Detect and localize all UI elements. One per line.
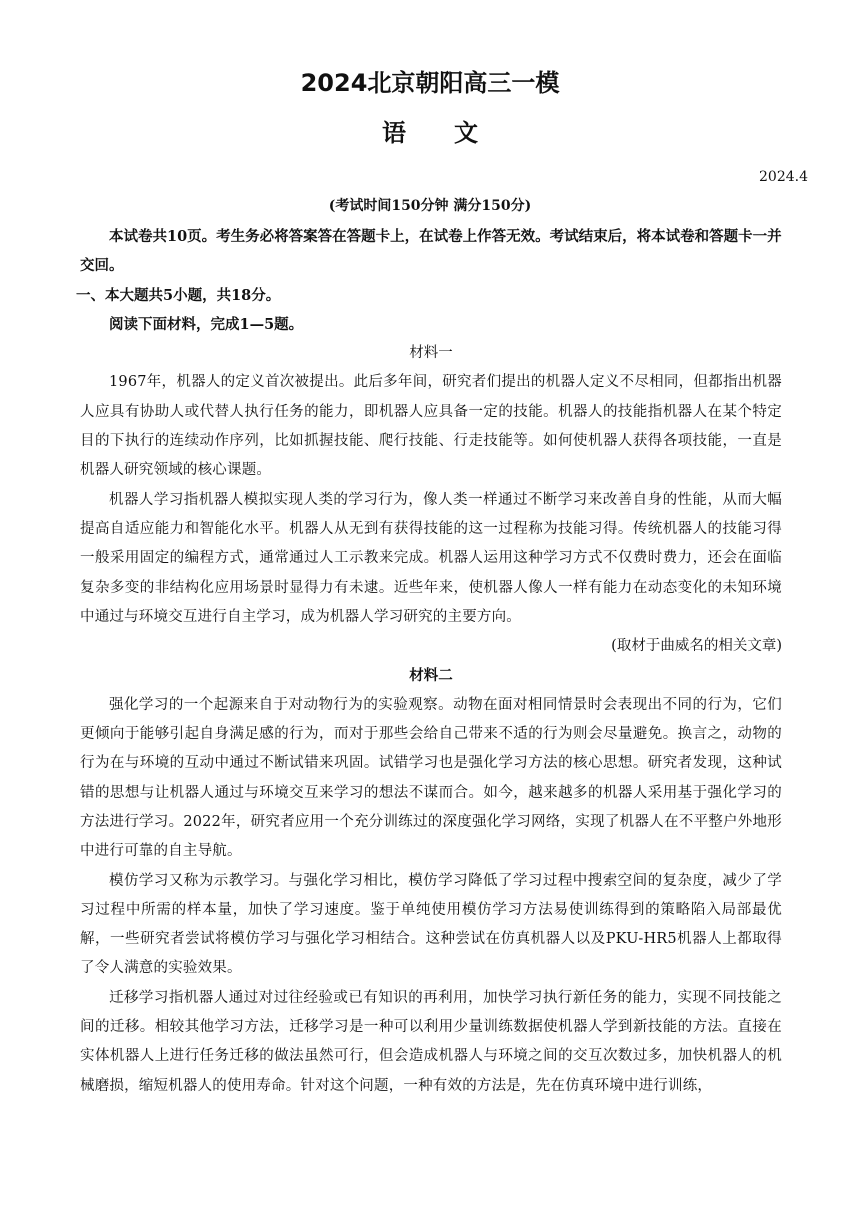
instructions: 本试卷共10页。考生务必将答案答在答题卡上，在试卷上作答无效。考试结束后，将本试卷和答题卡一并交回。 [80,228,782,275]
material-one-source: (取材于曲威名的相关文章) [611,638,782,655]
exam-title: 2024北京朝阳高三一模 [300,69,560,97]
exam-time-score: (考试时间150分钟 满分150分) [328,198,532,214]
subject-title: 语文 [382,119,526,147]
material-one-title: 材料一 [409,345,453,362]
material-two-paragraph: 强化学习的一个起源来自于对动物行为的实验观察。动物在面对相同情景时会表现出不同的行为，它们更倾向于能够引起自身满足感的行为，而对于那些会给自己带来不适的行为则会尽量避免。换言之，动物的行为在与环境的互动中通过不断试错来巩固。试错学习也是强化学习方法的核心思想。研究者发现，这种试错的思想与让机器人通过与环境交互来学习的想法不谋而合。如今，越来越多的机器人采用基于强化学习的方法进行学习。2022年，研究者应用一个充分训练过的深度强化学习网络，实现了机器人在不平整户外地形中进行可靠的自主导航。 [80,696,782,860]
material-two-paragraph: 迁移学习指机器人通过对过往经验或已有知识的再利用，加快学习执行新任务的能力，实现不同技能之间的迁移。相较其他学习方法，迁移学习是一种可以利用少量训练数据使机器人学到新技能的方法。直接在实体机器人上进行任务迁移的做法虽然可行，但会造成机器人与环境之间的交互次数过多，加快机器人的机械磨损，缩短机器人的使用寿命。针对这个问题，一种有效的方法是，先在仿真环境中进行训练， [80,989,782,1094]
exam-date: 2024.4 [759,169,808,185]
section-heading: 一、本大题共5小题，共18分。 [76,286,281,304]
material-one-paragraph: 1967年，机器人的定义首次被提出。此后多年间，研究者们提出的机器人定义不尽相同，但都指出机器人应具有协助人或代替人执行任务的能力，即机器人应具备一定的技能。机器人的技能指机器人在某个特定目的下执行的连续动作序列，比如抓握技能、爬行技能、行走技能等。如何使机器人获得各项技能，一直是机器人研究领域的核心课题。 [80,374,782,479]
material-one-paragraph: 机器人学习指机器人模拟实现人类的学习行为，像人类一样通过不断学习来改善自身的性能，从而大幅提高自适应能力和智能化水平。机器人从无到有获得技能的这一过程称为技能习得。传统机器人的技能习得一般采用固定的编程方式，通常通过人工示教来完成。机器人运用这种学习方式不仅费时费力，还会在面临复杂多变的非结构化应用场景时显得力有未逮。近些年来，使机器人像人一样有能力在动态变化的未知环境中通过与环境交互进行自主学习，成为机器人学习研究的主要方向。 [80,491,782,625]
reading-prompt: 阅读下面材料，完成1—5题。 [109,315,304,333]
exam-content [76,222,782,1101]
material-two-paragraph: 模仿学习又称为示教学习。与强化学习相比，模仿学习降低了学习过程中搜索空间的复杂度，减少了学习过程中所需的样本量，加快了学习速度。鉴于单纯使用模仿学习方法易使训练得到的策略陷入局部最优解，一些研究者尝试将模仿学习与强化学习相结合。这种尝试在仿真机器人以及PKU-HR5机器人上都取得了令人满意的实验效果。 [80,872,782,977]
material-two-title: 材料二 [409,667,453,685]
